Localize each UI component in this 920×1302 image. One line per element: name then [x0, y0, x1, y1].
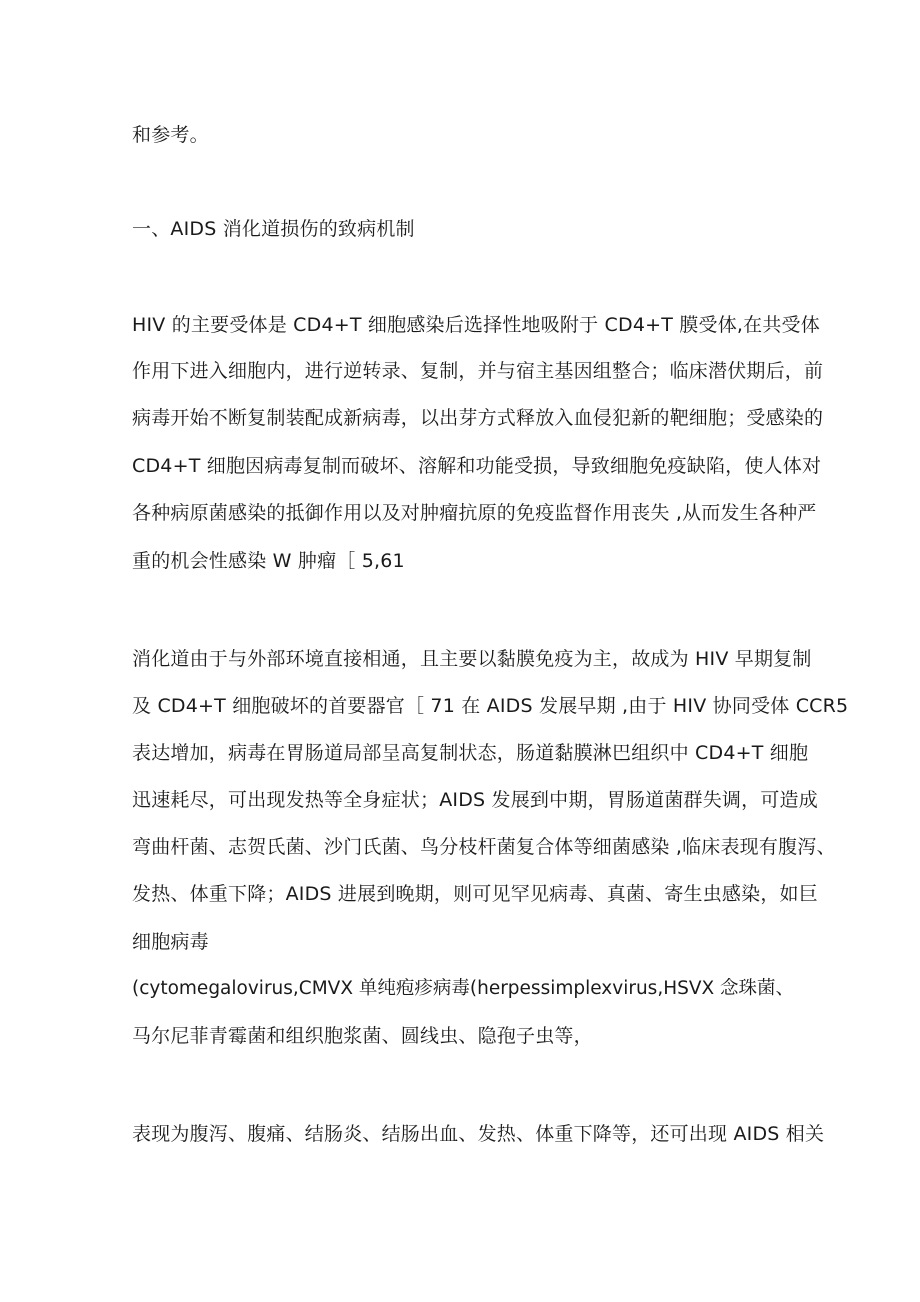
paragraph-line: 消化道由于与外部环境直接相通，且主要以黏膜免疫为主，故成为 HIV 早期复制 [132, 648, 812, 670]
paragraph-line: 重的机会性感染 W 肿瘤［ 5,61 [132, 550, 405, 572]
paragraph-line: CD4+T 细胞因病毒复制而破坏、溶解和功能受损，导致细胞免疫缺陷，使人体对 [132, 455, 822, 477]
paragraph-line: HIV 的主要受体是 CD4+T 细胞感染后选择性地吸附于 CD4+T 膜受体,在共受体 [132, 314, 820, 336]
section-heading: 一、AIDS 消化道损伤的致病机制 [132, 218, 415, 240]
paragraph-line: 迅速耗尽，可出现发热等全身症状；AIDS 发展到中期，胃肠道菌群失调，可造成 [132, 789, 818, 811]
paragraph-line: 及 CD4+T 细胞破坏的首要器官［ 71 在 AIDS 发展早期 ,由于 HIV 协同受体 CCR5 [132, 695, 849, 717]
paragraph-line: 表现为腹泻、腹痛、结肠炎、结肠出血、发热、体重下降等，还可出现 AIDS 相关 [132, 1123, 825, 1145]
paragraph-line: 细胞病毒 [132, 931, 209, 953]
paragraph-line: 弯曲杆菌、志贺氏菌、沙门氏菌、鸟分枝杆菌复合体等细菌感染 ,临床表现有腹泻、 [132, 836, 836, 858]
paragraph-line: 发热、体重下降；AIDS 进展到晚期，则可见罕见病毒、真菌、寄生虫感染，如巨 [132, 883, 818, 905]
paragraph-line: (cytomegalovirus,CMVX 单纯疱疹病毒(herpessimplexvirus,HSVX 念珠菌、 [132, 978, 795, 999]
paragraph-line: 作用下进入细胞内，进行逆转录、复制，并与宿主基因组整合；临床潜伏期后，前 [132, 360, 824, 382]
opening-fragment: 和参考。 [132, 124, 209, 146]
paragraph-line: 病毒开始不断复制装配成新病毒，以出芽方式释放入血侵犯新的靶细胞；受感染的 [132, 407, 824, 429]
paragraph-line: 表达增加，病毒在胃肠道局部呈高复制状态，肠道黏膜淋巴组织中 CD4+T 细胞 [132, 742, 809, 764]
paragraph-line: 马尔尼菲青霉菌和组织胞浆菌、圆线虫、隐孢子虫等， [132, 1025, 593, 1047]
paragraph-line: 各种病原菌感染的抵御作用以及对肿瘤抗原的免疫监督作用丧失 ,从而发生各种严 [132, 502, 817, 524]
